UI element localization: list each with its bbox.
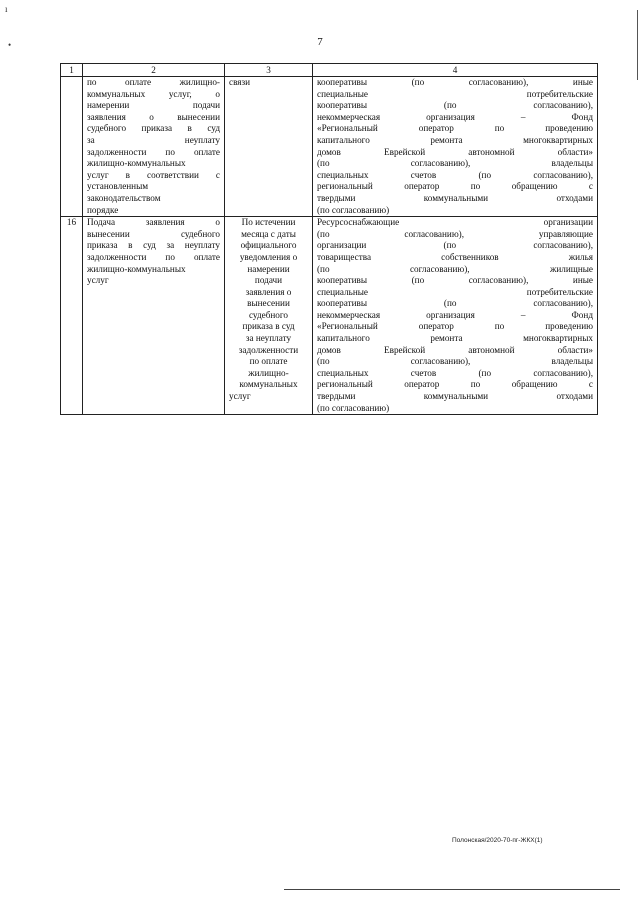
text-line: твердыми коммунальными отходами [317, 192, 593, 203]
text-line: судебного [248, 309, 289, 320]
text-line: приказа в суд [242, 321, 295, 332]
text-line: домов Еврейской автономной области» [317, 146, 593, 157]
text-line: по оплате жилищно- [87, 77, 220, 87]
text-line: (по согласованию), владельцы [317, 158, 593, 169]
text-line: намерении [247, 263, 290, 274]
header-col-4: 4 [313, 64, 598, 77]
text-line: Ресурсоснабжающие организации [317, 217, 593, 228]
header-col-1: 1 [61, 64, 83, 77]
text-line: кооперативы (по согласованию), [317, 298, 593, 309]
action-cell [83, 217, 225, 415]
text-line: (по согласованию) [317, 204, 390, 215]
text-line: «Региональный оператор по проведению [317, 321, 593, 332]
text-line: (по согласованию), управляющие [317, 228, 593, 239]
scan-mark: ı [5, 4, 8, 14]
bottom-rule [284, 889, 620, 890]
page-number: 7 [317, 36, 323, 48]
text-line: вынесении [247, 298, 290, 309]
document-code-footer: Полонская/2020-70-пг-ЖКХ(1) [452, 837, 543, 844]
text-line: организации (по согласованию), [317, 240, 593, 251]
text-line: услуг в соответствии с [87, 169, 220, 180]
text-line: домов Еврейской автономной области» [317, 344, 593, 355]
text-line: услуг [87, 275, 109, 286]
header-col-3: 3 [225, 64, 313, 77]
text-line: установленным [87, 181, 149, 192]
text-line: (по согласованию), жилищные [317, 263, 593, 274]
text-line: задолженности по оплате [87, 251, 220, 262]
text-line: капитального ремонта многоквартирных [317, 333, 593, 344]
text-line: «Региональный оператор по проведению [317, 123, 593, 134]
text-line: задолженности [238, 344, 299, 355]
text-line: (по согласованию) [317, 402, 390, 413]
text-line: товарищества собственников жилья [317, 251, 593, 262]
participants-cell [313, 77, 598, 217]
text-line: подачи [254, 275, 283, 286]
deadline-cell [225, 217, 313, 415]
row-number [61, 77, 83, 217]
text-line: по оплате [249, 356, 288, 367]
text-line: региональный оператор по обращению с [317, 181, 593, 192]
participants-cell [313, 217, 598, 415]
text-line: коммунальных услуг, о [87, 88, 220, 99]
text-line: жилищно-коммунальных [87, 263, 186, 274]
table-row [61, 77, 598, 217]
text-line: (по согласованию), владельцы [317, 356, 593, 367]
text-line: услуг [229, 391, 251, 402]
text-line: заявления о [245, 286, 292, 297]
text-line: месяца с даты [241, 228, 296, 239]
text-line: задолженности по оплате [87, 146, 220, 157]
text-line: заявления о вынесении [87, 111, 220, 122]
text-line: специальные потребительские [317, 88, 593, 99]
text-line: уведомления о [239, 251, 298, 262]
table-header-row [61, 64, 598, 77]
text-line: кооперативы (по согласованию), иные [317, 275, 593, 286]
action-cell [83, 77, 225, 217]
header-col-2: 2 [83, 64, 225, 77]
deadline-cell [225, 77, 313, 217]
text-line: порядке [87, 204, 119, 215]
text-line: законодательством [87, 192, 161, 203]
text-line: специальных счетов (по согласованию), [317, 169, 593, 180]
text-line: капитального ремонта многоквартирных [317, 134, 593, 145]
text-line: кооперативы (по согласованию), иные [317, 77, 593, 87]
text-line: связи [229, 77, 251, 87]
text-line: намерении подачи [87, 100, 220, 111]
text-line: специальные потребительские [317, 286, 593, 297]
text-line: за неуплату [245, 333, 292, 344]
text-line: Подача заявления о [87, 217, 220, 228]
text-line: приказа в суд за неуплату [87, 240, 220, 251]
text-line: некоммерческая организация – Фонд [317, 111, 593, 122]
text-line: некоммерческая организация – Фонд [317, 309, 593, 320]
row-number: 16 [61, 217, 83, 415]
text-line: вынесении судебного [87, 228, 220, 239]
text-line: официального [240, 240, 297, 251]
text-line: жилищно-коммунальных [87, 158, 186, 169]
text-line: твердыми коммунальными отходами [317, 391, 593, 402]
scan-dot: • [8, 40, 12, 50]
text-line: коммунальных [239, 379, 298, 390]
text-line: жилищно- [248, 367, 289, 378]
text-line: судебного приказа в суд [87, 123, 220, 134]
text-line: за неуплату [87, 134, 220, 145]
text-line: специальных счетов (по согласованию), [317, 367, 593, 378]
table-row [61, 217, 598, 415]
text-line: кооперативы (по согласованию), [317, 100, 593, 111]
text-line: По истечении [241, 217, 296, 228]
document-table [60, 63, 598, 415]
text-line: региональный оператор по обращению с [317, 379, 593, 390]
